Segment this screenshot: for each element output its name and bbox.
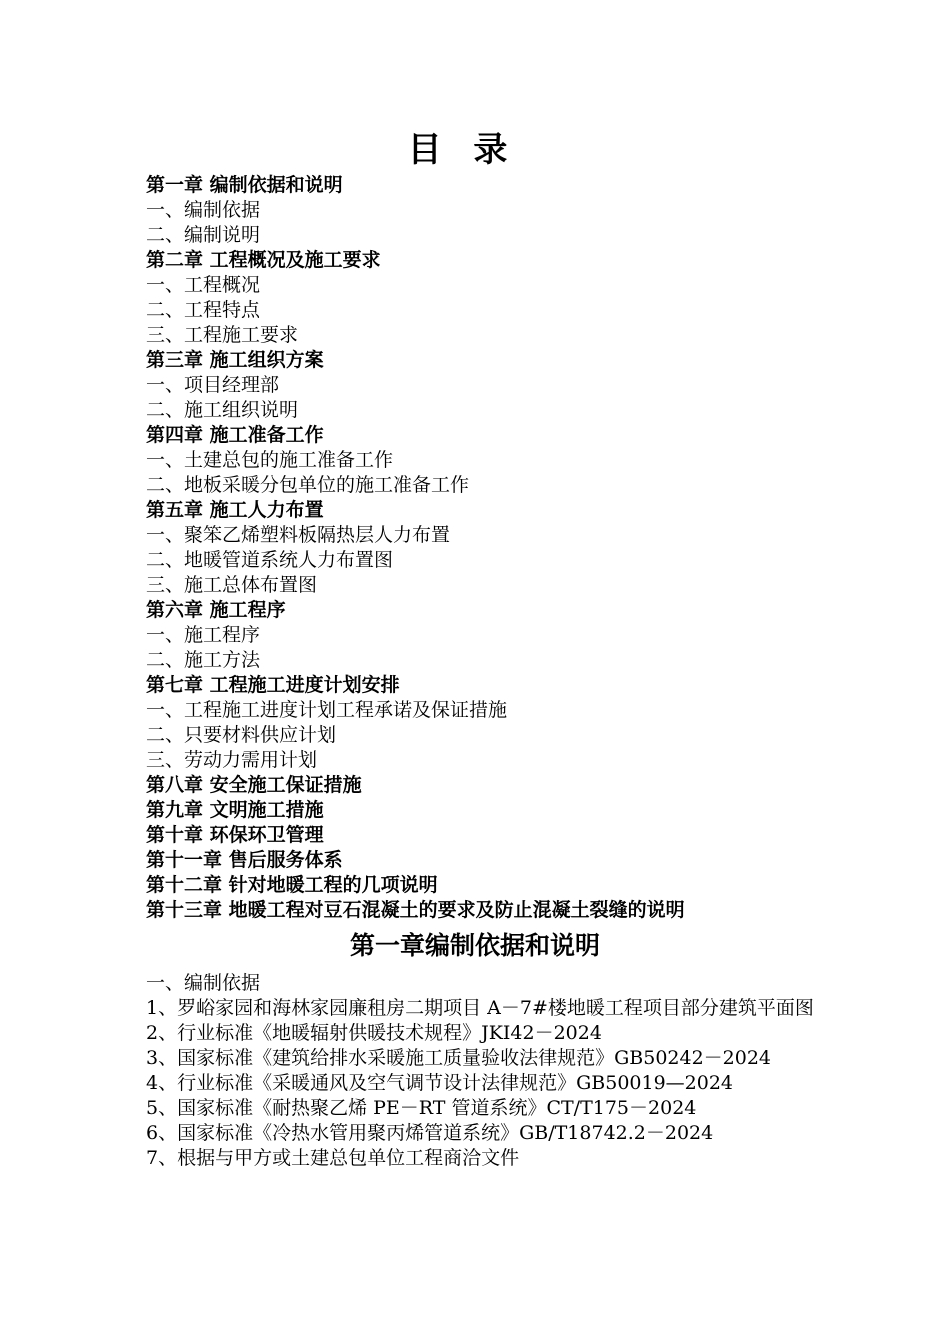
toc-section: 二、工程特点: [146, 299, 261, 321]
toc-chapter: 第一章 编制依据和说明: [146, 174, 343, 196]
toc-chapter: 第三章 施工组织方案: [146, 349, 324, 371]
toc-chapter: 第五章 施工人力布置: [146, 499, 324, 521]
toc-section: 三、施工总体布置图: [146, 574, 318, 596]
toc-section: 二、施工方法: [146, 649, 261, 671]
toc-chapter: 第十章 环保环卫管理: [146, 824, 324, 846]
toc-section: 三、工程施工要求: [146, 324, 299, 346]
toc-title: 目 录: [407, 130, 518, 170]
toc-chapter: 第二章 工程概况及施工要求: [146, 249, 381, 271]
toc-section: 一、工程概况: [146, 274, 261, 296]
list-item: 2、行业标准《地暖辐射供暖技术规程》JKI42－2024: [146, 1022, 602, 1044]
toc-chapter: 第六章 施工程序: [146, 599, 286, 621]
toc-section: 一、工程施工进度计划工程承诺及保证措施: [146, 699, 508, 721]
toc-section: 一、项目经理部: [146, 374, 280, 396]
toc-chapter: 第七章 工程施工进度计划安排: [146, 674, 400, 696]
toc-chapter: 第十三章 地暖工程对豆石混凝土的要求及防止混凝土裂缝的说明: [146, 899, 685, 921]
list-item: 5、国家标准《耐热聚乙烯 PE－RT 管道系统》CT/T175－2024: [146, 1097, 697, 1119]
toc-section: 三、劳动力需用计划: [146, 749, 318, 771]
toc-section: 一、施工程序: [146, 624, 261, 646]
toc-section: 一、土建总包的施工准备工作: [146, 449, 394, 471]
toc-chapter: 第十二章 针对地暖工程的几项说明: [146, 874, 438, 896]
list-item: 1、罗峪家园和海林家园廉租房二期项目 A－7#楼地暖工程项目部分建筑平面图: [146, 997, 814, 1019]
basis-list: [146, 996, 816, 1171]
toc-section: 一、聚笨乙烯塑料板隔热层人力布置: [146, 524, 451, 546]
chapter-body: [146, 971, 816, 1171]
toc-section: 二、地板采暖分包单位的施工准备工作: [146, 474, 470, 496]
list-item: 6、国家标准《冷热水管用聚丙烯管道系统》GB/T18742.2－2024: [146, 1122, 714, 1144]
list-item: 3、国家标准《建筑给排水采暖施工质量验收法律规范》GB50242－2024: [146, 1047, 772, 1069]
toc-section: 二、编制说明: [146, 224, 261, 246]
toc-section: 二、施工组织说明: [146, 399, 299, 421]
list-item: 4、行业标准《采暖通风及空气调节设计法律规范》GB50019—2024: [146, 1072, 734, 1094]
list-item: 7、根据与甲方或土建总包单位工程商洽文件: [146, 1147, 520, 1169]
section-heading: 一、编制依据: [146, 972, 261, 994]
table-of-contents: [146, 173, 846, 923]
toc-section: 一、编制依据: [146, 199, 261, 221]
toc-section: 二、只要材料供应计划: [146, 724, 337, 746]
toc-chapter: 第十一章 售后服务体系: [146, 849, 343, 871]
chapter-heading: 第一章编制依据和说明: [349, 931, 600, 960]
toc-section: 二、地暖管道系统人力布置图: [146, 549, 394, 571]
toc-chapter: 第八章 安全施工保证措施: [146, 774, 362, 796]
toc-chapter: 第九章 文明施工措施: [146, 799, 324, 821]
toc-chapter: 第四章 施工准备工作: [146, 424, 324, 446]
